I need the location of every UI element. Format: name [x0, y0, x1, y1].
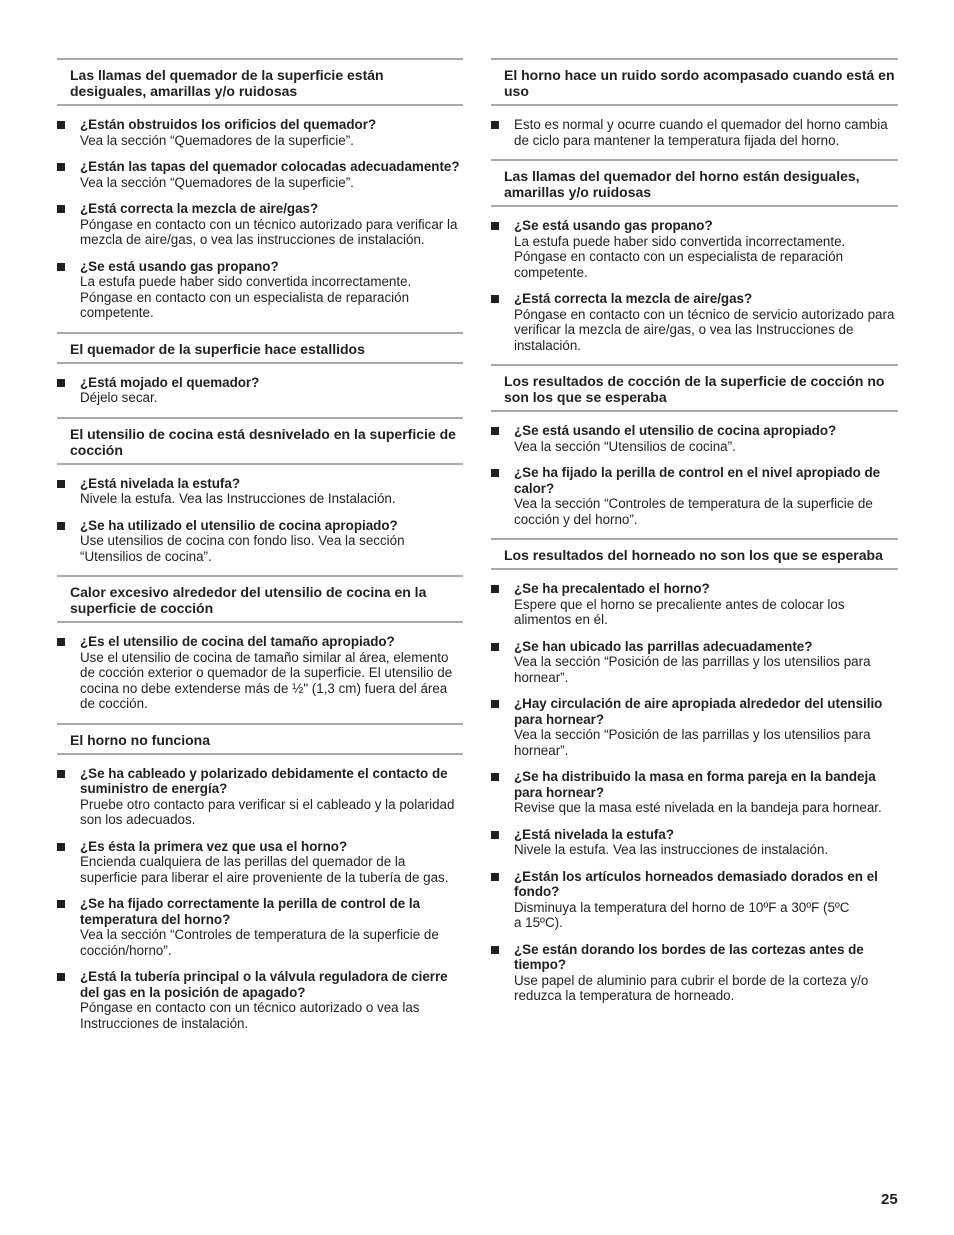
list-item [491, 581, 898, 628]
list-item [491, 465, 898, 527]
list-item [491, 639, 898, 686]
item-question: ¿Está correcta la mezcla de aire/gas? [80, 201, 319, 216]
item-question: ¿Está correcta la mezcla de aire/gas? [514, 291, 753, 306]
item-question: ¿Se ha precalentado el horno? [514, 581, 710, 596]
item-answer: Encienda cualquiera de las perillas del quemador de la superficie para liberar el aire proveniente de la tubería de gas. [80, 854, 449, 885]
list-item [57, 476, 463, 507]
item-question: ¿Se ha cableado y polarizado debidamente el contacto de suministro de energía? [80, 765, 448, 796]
list-item [491, 769, 898, 816]
left-column [57, 58, 463, 1042]
item-question: ¿Está nivelada la estufa? [514, 826, 675, 842]
list-item [57, 201, 463, 248]
square-bullet-icon [491, 773, 499, 781]
square-bullet-icon [491, 427, 499, 435]
square-bullet-icon [57, 121, 65, 129]
square-bullet-icon [491, 469, 499, 477]
item-answer: Póngase en contacto con un técnico de servicio autorizado para verificar la mezcla de aire/gas, o vea las Instrucciones de instalación. [514, 306, 895, 353]
square-bullet-icon [491, 222, 499, 230]
section-heading: El quemador de la superficie hace estallidos [57, 332, 463, 364]
list-item [57, 896, 463, 958]
item-answer: Vea la sección “Posición de las parrillas y los utensilios para hornear”. [514, 727, 871, 758]
list-item [57, 969, 463, 1031]
square-bullet-icon [491, 295, 499, 303]
section-heading: Los resultados del horneado no son los que se esperaba [491, 538, 898, 570]
square-bullet-icon [57, 638, 65, 646]
troubleshooting-section [57, 58, 463, 321]
square-bullet-icon [57, 379, 65, 387]
section-heading: Los resultados de cocción de la superficie de cocción no son los que se esperaba [491, 364, 898, 412]
item-answer: Vea la sección “Quemadores de la superficie”. [80, 132, 354, 148]
square-bullet-icon [491, 121, 499, 129]
item-question: ¿Se están dorando los bordes de las cortezas antes de tiempo? [514, 941, 864, 972]
list-item [57, 259, 463, 321]
item-question: ¿Se ha utilizado el utensilio de cocina apropiado? [80, 517, 398, 533]
list-item [491, 117, 898, 148]
item-question: ¿Está nivelada la estufa? [80, 475, 241, 491]
square-bullet-icon [57, 900, 65, 908]
troubleshooting-section [57, 575, 463, 712]
square-bullet-icon [491, 585, 499, 593]
list-item [491, 218, 898, 280]
troubleshooting-section [491, 58, 898, 148]
item-question: ¿Están las tapas del quemador colocadas adecuadamente? [80, 159, 460, 174]
item-question: ¿Se han ubicado las parrillas adecuadamente? [514, 638, 813, 654]
list-item [491, 942, 898, 1004]
item-question: ¿Está mojado el quemador? [80, 374, 260, 390]
item-question: ¿Se ha distribuido la masa en forma pareja en la bandeja para hornear? [514, 769, 876, 800]
square-bullet-icon [57, 973, 65, 981]
list-item [491, 696, 898, 758]
square-bullet-icon [491, 700, 499, 708]
item-answer: Use utensilios de cocina con fondo liso. Vea la sección “Utensilios de cocina”. [80, 533, 405, 564]
item-question: ¿Se ha fijado la perilla de control en el nivel apropiado de calor? [514, 465, 881, 496]
section-heading: Las llamas del quemador de la superficie están desiguales, amarillas y/o ruidosas [57, 58, 463, 106]
section-heading: El utensilio de cocina está desnivelado en la superficie de cocción [57, 417, 463, 465]
item-answer: La estufa puede haber sido convertida incorrectamente. Póngase en contacto con un especialista de reparación competente. [80, 274, 412, 320]
square-bullet-icon [491, 873, 499, 881]
troubleshooting-section [57, 417, 463, 565]
item-question: ¿Se está usando el utensilio de cocina apropiado? [514, 423, 837, 438]
item-question: ¿Es ésta la primera vez que usa el horno? [80, 838, 348, 854]
troubleshooting-section [491, 159, 898, 353]
item-question: ¿Se está usando gas propano? [80, 258, 279, 274]
item-answer: Use papel de aluminio para cubrir el borde de la corteza y/o reduzca la temperatura de horneado. [514, 972, 869, 1003]
item-question: ¿Están los artículos horneados demasiado dorados en el fondo? [514, 868, 878, 899]
item-question: ¿Se está usando gas propano? [514, 218, 713, 233]
square-bullet-icon [57, 163, 65, 171]
list-item [57, 766, 463, 828]
list-item [57, 375, 463, 406]
list-item [491, 827, 898, 858]
square-bullet-icon [491, 831, 499, 839]
list-item [57, 159, 463, 190]
list-item [57, 634, 463, 712]
section-heading: El horno hace un ruido sordo acompasado cuando está en uso [491, 58, 898, 106]
square-bullet-icon [57, 480, 65, 488]
item-answer: La estufa puede haber sido convertida incorrectamente. Póngase en contacto con un especialista de reparación competente. [514, 233, 846, 280]
item-answer: Vea la sección “Utensilios de cocina”. [514, 438, 736, 454]
item-answer: Póngase en contacto con un técnico autorizado para verificar la mezcla de aire/gas, o vea las instrucciones de instalación. [80, 216, 458, 247]
list-item [57, 117, 463, 148]
list-item [491, 423, 898, 454]
item-answer: Revise que la masa esté nivelada en la bandeja para hornear. [514, 800, 882, 815]
item-answer: Vea la sección “Controles de temperatura de la superficie de cocción/horno”. [80, 927, 439, 958]
item-question: ¿Hay circulación de aire apropiada alrededor del utensilio para hornear? [514, 696, 883, 727]
item-answer: Espere que el horno se precaliente antes de colocar los alimentos en él. [514, 596, 845, 627]
section-heading: Las llamas del quemador del horno están desiguales, amarillas y/o ruidosas [491, 159, 898, 207]
item-question: ¿Está la tubería principal o la válvula reguladora de cierre del gas en la posición de apagado? [80, 969, 448, 1000]
item-answer: Póngase en contacto con un técnico autorizado o vea las Instrucciones de instalación. [80, 1000, 420, 1031]
item-answer: Nivele la estufa. Vea las instrucciones de instalación. [514, 842, 829, 857]
list-item [57, 839, 463, 886]
item-answer: Disminuya la temperatura del horno de 10ºF a 30ºF (5ºC a 15ºC). [514, 899, 850, 930]
item-question: ¿Es el utensilio de cocina del tamaño apropiado? [80, 634, 395, 649]
list-item [491, 869, 898, 931]
item-answer: Esto es normal y ocurre cuando el quemador del horno cambia de ciclo para mantener la temperatura fijada del horno. [514, 117, 888, 148]
square-bullet-icon [57, 770, 65, 778]
square-bullet-icon [57, 263, 65, 271]
square-bullet-icon [491, 643, 499, 651]
item-answer: Vea la sección “Controles de temperatura de la superficie de cocción y del horno”. [514, 496, 873, 527]
troubleshooting-section [491, 538, 898, 1004]
right-column [491, 58, 898, 1015]
troubleshooting-section [57, 723, 463, 1032]
square-bullet-icon [491, 946, 499, 954]
square-bullet-icon [57, 522, 65, 530]
troubleshooting-section [57, 332, 463, 406]
section-heading: El horno no funciona [57, 723, 463, 755]
troubleshooting-section [491, 364, 898, 527]
item-answer: Vea la sección “Posición de las parrillas y los utensilios para hornear”. [514, 654, 871, 685]
list-item [57, 518, 463, 565]
section-heading: Calor excesivo alrededor del utensilio de cocina en la superficie de cocción [57, 575, 463, 623]
list-item [491, 291, 898, 353]
item-answer: Déjelo secar. [80, 390, 158, 405]
item-answer: Nivele la estufa. Vea las Instrucciones de Instalación. [80, 491, 396, 506]
square-bullet-icon [57, 843, 65, 851]
item-answer: Pruebe otro contacto para verificar si el cableado y la polaridad son los adecuados. [80, 796, 455, 827]
page-number: 25 [881, 1191, 898, 1208]
square-bullet-icon [57, 205, 65, 213]
item-answer: Vea la sección “Quemadores de la superficie”. [80, 174, 354, 190]
item-answer: Use el utensilio de cocina de tamaño similar al área, elemento de cocción exterior o quemador de la superficie. El utensilio de cocina no debe extenderse más de ½" (1,3 cm) fuera del área de cocción. [80, 649, 453, 711]
item-question: ¿Se ha fijado correctamente la perilla de control de la temperatura del horno? [80, 896, 421, 927]
item-question: ¿Están obstruidos los orificios del quemador? [80, 117, 377, 132]
